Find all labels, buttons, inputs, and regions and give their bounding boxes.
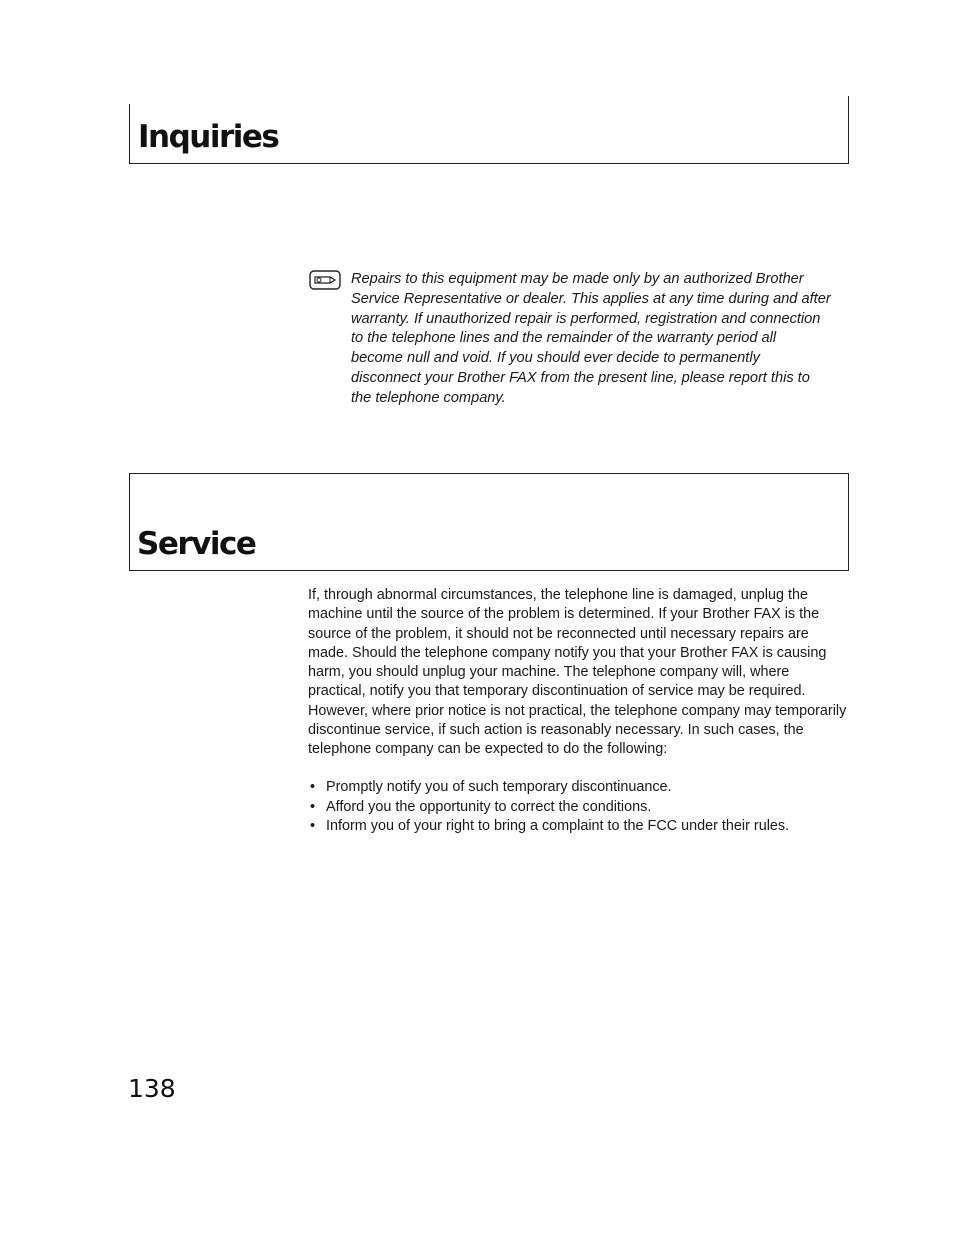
- service-frame-bottom: [129, 570, 849, 571]
- service-bullet-list: [308, 778, 848, 837]
- bullet-icon: •: [310, 779, 316, 795]
- list-item: [308, 817, 848, 837]
- repair-note: Repairs to this equipment may be made only by an authorized Brother Service Representative or dealer. This applies at any time during and after warranty. If unauthorized repair is performed, registration and connection to the telephone lines and the remainder of the warranty period all become null and void. If you should ever decide to permanently disconnect your Brother FAX from the present line, please report this to the telephone company.: [351, 271, 831, 406]
- page-number: 138: [128, 1074, 176, 1103]
- bullet-text: Afford you the opportunity to correct the conditions.: [326, 798, 652, 815]
- inquiries-frame-left: [129, 104, 130, 164]
- inquiries-frame-right: [848, 96, 849, 164]
- bullet-text: Inform you of your right to bring a complaint to the FCC under their rules.: [326, 818, 790, 834]
- bullet-text: Promptly notify you of such temporary discontinuance.: [326, 779, 672, 795]
- service-heading: Service: [137, 526, 256, 562]
- list-item: [308, 778, 848, 798]
- bullet-icon: •: [310, 818, 316, 834]
- list-item: [308, 798, 848, 818]
- bullet-icon: •: [310, 798, 316, 815]
- inquiries-heading: Inquiries: [138, 119, 279, 155]
- service-frame-right: [848, 473, 849, 571]
- service-frame-top: [129, 473, 849, 474]
- note-pencil-icon: [309, 270, 341, 290]
- service-paragraph: If, through abnormal circumstances, the telephone line is damaged, unplug the machine until the source of the problem is determined. If your Brother FAX is the source of the problem, it should not be reconnected until necessary repairs are made. Should the telephone company notify you that your Brother FAX is causing harm, you should unplug your machine. The telephone company will, where practical, notify you that temporary discontinuation of service may be required. However, where prior notice is not practical, the telephone company may temporarily discontinue service, if such action is reasonably necessary. In such cases, the telephone company can be expected to do the following:: [308, 587, 847, 758]
- service-frame-left: [129, 473, 130, 571]
- inquiries-frame-bottom: [129, 163, 849, 164]
